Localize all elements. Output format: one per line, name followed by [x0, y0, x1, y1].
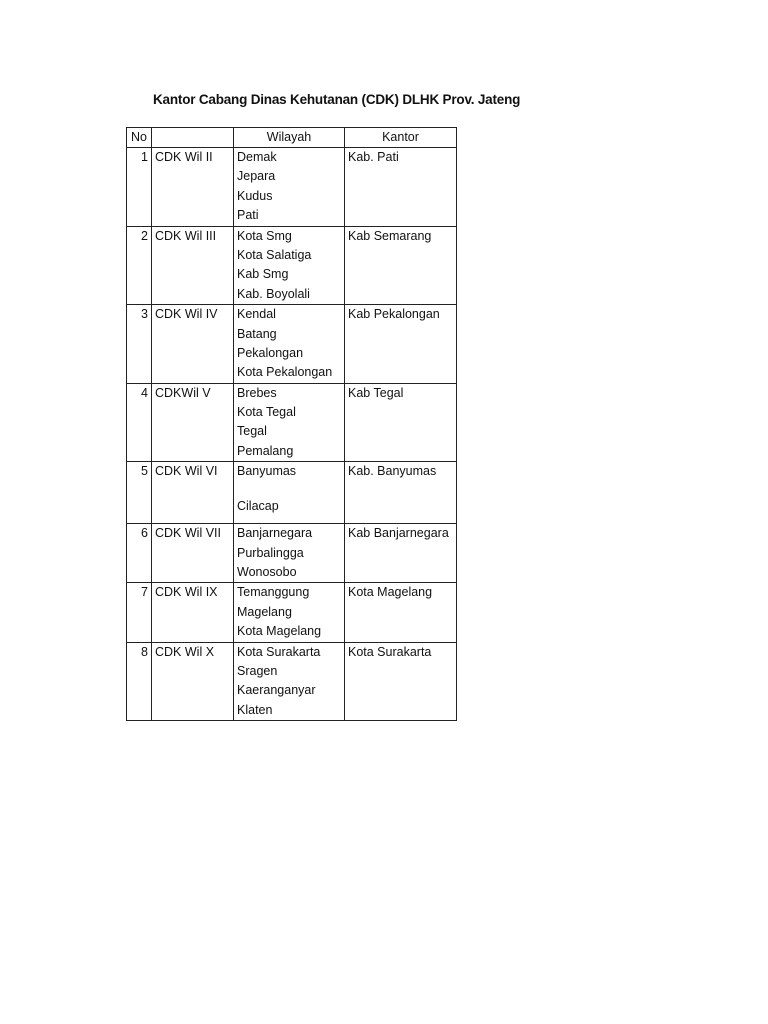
wilayah-item: Kendal: [237, 307, 276, 322]
wilayah-item: Kaeranganyar: [237, 683, 316, 698]
cell-no: 1: [127, 148, 152, 227]
header-wilayah: Wilayah: [234, 128, 345, 148]
cell-wilayah: [234, 642, 345, 721]
wilayah-item: Tegal: [237, 424, 267, 439]
cell-cdk: CDK Wil IV: [152, 305, 234, 384]
header-kantor: Kantor: [345, 128, 457, 148]
cell-no: 7: [127, 583, 152, 642]
wilayah-item: Kota Salatiga: [237, 247, 312, 262]
wilayah-item: Temanggung: [237, 585, 310, 600]
wilayah-item: Kab. Boyolali: [237, 286, 310, 301]
wilayah-item: Pekalongan: [237, 345, 304, 360]
wilayah-item: Sragen: [237, 663, 278, 678]
cell-cdk: CDK Wil IX: [152, 583, 234, 642]
cell-cdk: CDK Wil VII: [152, 524, 234, 583]
cell-kantor: Kab Semarang: [345, 226, 457, 305]
cell-no: 2: [127, 226, 152, 305]
table-row: [127, 383, 457, 462]
wilayah-item: Brebes: [237, 385, 277, 400]
wilayah-item: Pati: [237, 208, 259, 223]
table-row: [127, 642, 457, 721]
wilayah-item: Kab Smg: [237, 267, 289, 282]
cell-cdk: CDKWil V: [152, 383, 234, 462]
cell-wilayah: [234, 383, 345, 462]
wilayah-item: Kota Magelang: [237, 624, 322, 639]
cell-wilayah: [234, 462, 345, 524]
page-title-container: [153, 90, 521, 112]
wilayah-item: Pemalang: [237, 443, 294, 458]
table-row: [127, 148, 457, 227]
wilayah-item: Kudus: [237, 188, 273, 203]
table-row: [127, 462, 457, 524]
table-row: [127, 524, 457, 583]
wilayah-item: Kota Pekalongan: [237, 365, 333, 380]
cell-kantor: Kota Surakarta: [345, 642, 457, 721]
table-row: [127, 583, 457, 642]
wilayah-gap: [237, 482, 341, 497]
table-body: [127, 148, 457, 721]
wilayah-item: Kota Smg: [237, 228, 292, 243]
header-no: No: [127, 128, 152, 148]
wilayah-item: Demak: [237, 150, 277, 164]
cell-no: 4: [127, 383, 152, 462]
cell-wilayah: [234, 583, 345, 642]
wilayah-item: Wonosobo: [237, 565, 297, 580]
wilayah-item: Kota Surakarta: [237, 644, 321, 659]
cell-cdk: CDK Wil II: [152, 148, 234, 227]
wilayah-item: Klaten: [237, 702, 273, 717]
cell-wilayah: [234, 524, 345, 583]
cell-kantor: Kab Pekalongan: [345, 305, 457, 384]
table-header-row: [127, 128, 457, 148]
table-row: [127, 226, 457, 305]
cell-no: 3: [127, 305, 152, 384]
wilayah-item: Batang: [237, 326, 277, 341]
page-title: Kantor Cabang Dinas Kehutanan (CDK) DLHK Prov. Jateng: [153, 92, 521, 107]
wilayah-item: Magelang: [237, 604, 292, 619]
cell-kantor: Kab Tegal: [345, 383, 457, 462]
cell-kantor: Kab Banjarnegara: [345, 524, 457, 583]
wilayah-item: Cilacap: [237, 498, 279, 513]
cell-cdk: CDK Wil III: [152, 226, 234, 305]
wilayah-item: Banjarnegara: [237, 526, 313, 541]
wilayah-item: Banyumas: [237, 464, 297, 479]
cell-wilayah: [234, 148, 345, 227]
cell-no: 6: [127, 524, 152, 583]
table-row: [127, 305, 457, 384]
cell-wilayah: [234, 226, 345, 305]
cell-wilayah: [234, 305, 345, 384]
cell-cdk: CDK Wil X: [152, 642, 234, 721]
header-cdk: [152, 128, 234, 148]
cell-no: 5: [127, 462, 152, 524]
cell-kantor: Kota Magelang: [345, 583, 457, 642]
cdk-table: [126, 127, 457, 721]
cell-kantor: Kab. Banyumas: [345, 462, 457, 524]
wilayah-item: Jepara: [237, 169, 276, 184]
wilayah-item: Kota Tegal: [237, 405, 296, 420]
wilayah-item: Purbalingga: [237, 545, 304, 560]
cell-no: 8: [127, 642, 152, 721]
cell-cdk: CDK Wil VI: [152, 462, 234, 524]
cell-kantor: Kab. Pati: [345, 148, 457, 227]
